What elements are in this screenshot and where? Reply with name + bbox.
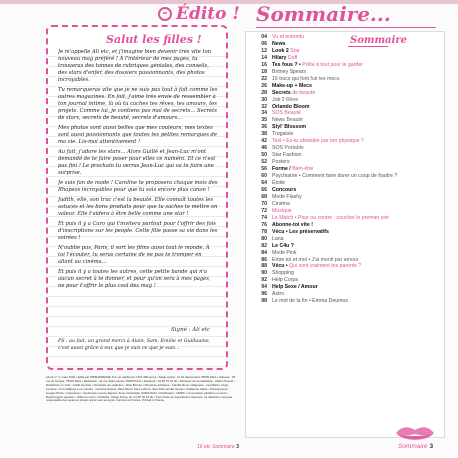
toc-title-sub: Beauté <box>286 117 303 124</box>
toc-item[interactable] <box>250 229 445 236</box>
toc-title <box>272 90 315 97</box>
edito-paragraph: Et puis il y a Caro qui t'invitera partout pour t'offrir des fois d'inscriptions sur les people. Cette fille passe sa vie dans les soirées ! <box>58 221 218 241</box>
toc-item[interactable] <box>250 236 445 243</box>
toc-item[interactable] <box>250 166 445 173</box>
toc-title-main: News <box>272 40 286 47</box>
footer-left-brand: 16 etc <box>197 444 211 450</box>
toc-page-number: 36 <box>261 124 267 131</box>
toc-title <box>272 208 292 215</box>
footer-right-label: Sommaire <box>398 443 428 450</box>
toc-page-number: 22 <box>261 75 267 82</box>
toc-page-number: 84 <box>261 249 267 256</box>
lips-icon <box>394 424 436 444</box>
toc-title-main: Star Fashion <box>272 152 302 159</box>
toc-title <box>272 284 318 291</box>
toc-page-number: 50 <box>261 152 267 159</box>
toc-title <box>272 97 298 104</box>
toc-item[interactable] <box>250 131 445 138</box>
toc-title-main: Mode Flashy <box>272 193 302 200</box>
toc-title-main: Le Match • Pour ou contre : coucher le premier soir <box>272 214 390 221</box>
toc-title <box>272 159 290 166</box>
toc-page-number: 88 <box>261 263 267 270</box>
toc-page-number: 30 <box>261 96 267 103</box>
mini-sommaire-title: Sommaire <box>350 35 407 46</box>
toc-item[interactable] <box>250 83 445 90</box>
toc-page-number: 34 <box>261 110 267 117</box>
toc-title <box>272 243 294 250</box>
toc-title <box>272 41 286 48</box>
toc-title-main: Musique <box>272 207 292 214</box>
toc-title-sub: Rêve <box>286 96 299 103</box>
toc-title <box>272 215 389 222</box>
toc-item[interactable] <box>250 222 445 229</box>
toc-page-number: 72 <box>261 207 267 214</box>
toc-page-number: 42 <box>261 138 267 145</box>
footer-left-label: Sommaire <box>212 444 235 450</box>
toc-title <box>272 76 340 83</box>
toc-title-main: Posters <box>272 159 290 166</box>
toc-title-main: Étoile <box>272 180 285 187</box>
toc-title-main: Help Sexe / Amour <box>272 284 318 291</box>
toc-page-number: 86 <box>261 256 267 263</box>
toc-item[interactable] <box>250 138 445 145</box>
toc-item[interactable] <box>250 284 445 291</box>
toc-page-number: 18 <box>261 68 267 75</box>
credits-masthead: Ali etc n° 1, mars 2004 • Édité par PRIMAPRESSE S.A. au capital de 1 524 490 euros • Siège social : 21 bd Haussmann 75009 Paris • Adresse : 33 rue du Temple, 75004 Paris • Rédaction : 31 rue Saint-Lazare 75009 Paris • Standard : 01 48 76 04 00 • Directeur de la publication : Martin Pascal • Rédactrice en chef : Judith Gervais • Secrétaire de rédaction : Alice Bonnet • Directrice artistique : Camille Roux • Maquette : Léa Martin, Hugo Lemaire • Ont collaboré à ce numéro : Caroline Dupuis, Paris Morin, Caro Lefèvre, Sam Petit, Emilie Garnier, Guillaume Fabre • Photogravure : Images Photo • Impression : Imprimerie Léonce Deprez, Zone industrielle, 62620 Ruitz • Distribution : NMPP • Commission paritaire en cours • Dépôt légal à parution • ISSN en cours • Publicité : Régie Prima, tél. 01 56 78 12 00 • Tous droits de reproduction réservés. La rédaction n'est pas responsable des textes et photos qui lui sont envoyés. Imprimé en France. Printed in France. <box>46 376 236 403</box>
toc-item[interactable] <box>250 277 445 284</box>
toc-page-number: 68 <box>261 193 267 200</box>
toc-page-number: 12 <box>261 47 267 54</box>
edito-paragraph: Au fait, j'adore les stars... Alors Guillé et Jean-Luc m'ont demandé de te faire poser pour elles ce numéro. Et ce n'est pas fini ! Le prochain tu verras Jean-Luc qui va te faire une surprise. <box>58 149 216 176</box>
postscript: PS : au fait, un grand merci à Alain, Sam, Emilie et Guillaume, c'est aussi grâce à eux que je suis ce que je suis... <box>58 339 211 351</box>
toc-page-number: 38 <box>261 131 267 138</box>
toc-title-sub: de beauté <box>292 89 316 96</box>
toc-page-number: 96 <box>261 291 267 298</box>
toc-title <box>272 166 313 173</box>
toc-title-main: Make-up + Mecs <box>272 82 312 89</box>
toc-title-main: Britney Spears <box>272 68 307 75</box>
toc-item[interactable] <box>250 97 445 104</box>
toc-title-sub: Star <box>290 47 300 54</box>
toc-title-main: SOS <box>272 145 283 152</box>
toc-title <box>272 173 397 180</box>
toc-title <box>272 34 304 41</box>
toc-item[interactable] <box>250 187 445 194</box>
note-heading: Salut les filles ! <box>106 33 202 46</box>
toc-item[interactable] <box>250 159 445 166</box>
edito-body <box>58 49 218 359</box>
toc-item[interactable] <box>250 243 445 250</box>
toc-title <box>272 117 303 124</box>
toc-page-number: 92 <box>261 277 267 284</box>
toc-item[interactable] <box>250 201 445 208</box>
toc-item[interactable] <box>250 55 445 62</box>
table-of-contents <box>245 31 445 438</box>
toc-page-number: 32 <box>261 103 267 110</box>
toc-item[interactable] <box>250 215 445 222</box>
toc-title-main: Le C4u ? <box>272 242 294 249</box>
edito-paragraph: Judith, elle, son truc c'est la beauté. Elle connaît toutes les astuces et les bons produits pour que tu saches te mettre en valeur. Elle t'aidera à être belle comme une star ! <box>58 197 218 217</box>
toc-list <box>250 34 445 305</box>
toc-title-main: Vécu • <box>272 263 288 270</box>
toc-title-main: SOS <box>272 110 283 117</box>
sommaire-rule <box>256 27 436 28</box>
toc-title-sub: Qui sont vraiment tes parents ? <box>289 263 362 270</box>
toc-title <box>272 222 313 229</box>
toc-page-number: 04 <box>261 34 267 40</box>
toc-title-main: Help Corps <box>272 277 298 284</box>
toc-title <box>272 263 361 270</box>
toc-title <box>272 55 297 62</box>
toc-title <box>272 62 363 69</box>
toc-title-sub: fuir les mecs <box>310 75 340 82</box>
toc-title <box>272 277 298 284</box>
toc-page-number: 35 <box>261 117 267 124</box>
toc-title <box>272 270 294 277</box>
edito-paragraph: Et puis il y a toutes les autres, cette petite bande qui n'a aucun secret à te donner, et pour qu'on sera à mes pages, ne pour t'offrir le plus cool des mag ! <box>58 269 211 289</box>
toc-page-number: 94 <box>261 284 267 291</box>
toc-item[interactable] <box>250 34 445 41</box>
edito-paragraph: Mes photos sont aussi belles que mes couleurs, mes textes sont aussi passionnants que toutes tes petites remarques de ma vie. Lis-moi attentivement ! <box>58 125 217 145</box>
toc-page-number: 60 <box>261 173 267 180</box>
toc-title <box>272 236 284 243</box>
toc-item[interactable] <box>250 180 445 187</box>
toc-page-number: 90 <box>261 270 267 277</box>
toc-title-main: Psychiatrie • Comment faire durer un coup de foudre ? <box>272 173 398 180</box>
edito-paragraph: Je suis fan de mode ! Caroline te proposera chaque mois des Rhapsos incroyables pour que tu sois encore plus canon ! <box>58 180 218 193</box>
toc-item[interactable] <box>250 117 445 124</box>
toc-page-number: 82 <box>261 242 267 249</box>
toc-title-main: Trogalule <box>272 131 294 138</box>
toc-item[interactable] <box>250 124 445 131</box>
toc-title-main: News <box>272 117 285 124</box>
toc-title <box>272 131 293 138</box>
toc-title <box>272 145 304 152</box>
toc-title <box>272 110 301 117</box>
toc-page-number: 98 <box>261 298 267 305</box>
toc-item[interactable] <box>250 62 445 69</box>
toc-title <box>272 48 300 55</box>
toc-title <box>272 291 284 298</box>
toc-title-main: Astro <box>272 291 285 298</box>
toc-title-main: Hilary <box>272 54 287 61</box>
footer-right-page: 3 <box>429 443 434 450</box>
toc-title-sub: Beauté <box>284 110 301 117</box>
toc-title-main: Test • Es-tu obsédée par ton <box>272 138 338 145</box>
toc-title-main: Entre toi et moi • <box>272 256 311 263</box>
toc-title-main: Forme / <box>272 166 291 173</box>
toc-title-main: Look 2 <box>272 47 289 54</box>
toc-page-number: 14 <box>261 54 267 61</box>
toc-item[interactable] <box>250 270 445 277</box>
toc-page-number: 74 <box>261 214 267 221</box>
toc-item[interactable] <box>250 104 445 111</box>
toc-page-number: 46 <box>261 145 267 152</box>
toc-page-number: 26 <box>261 82 267 89</box>
toc-page-number: 78 <box>261 228 267 235</box>
toc-title <box>272 298 348 305</box>
toc-page-number: 70 <box>261 200 267 207</box>
toc-title-main: Le mot de la fin • Emma Deumos <box>272 298 348 305</box>
edito-paragraph: Tu remarqueras vite que je ne suis pas tout à fait comme les autres magazines. En fait, j'aime très envie de ressembler à ton journal intime, là où tu caches tes rêves, tes amours, tes projets. Comme lui, je contiens pas mal de secrets... Secrets de stars, secrets de beauté, secrets d'amours... <box>58 87 218 121</box>
toc-item[interactable] <box>250 110 445 117</box>
toc-title-sub: J'ai menti par amour <box>311 256 359 263</box>
toc-title <box>272 187 296 194</box>
toc-title-main: Cinéma <box>272 200 290 207</box>
toc-title-main: Lana <box>272 235 284 242</box>
toc-item[interactable] <box>250 76 445 83</box>
toc-title-sub: physique ? <box>338 138 364 145</box>
toc-page-number: 52 <box>261 159 267 166</box>
edito-paragraph: Je m'appelle Ali etc, et j'imagine bien devenir très vite ton nouveau mag préféré ! À l'intérieur de mes pages, tu trouveras des tonnes de rubriques géniales, des conseils, des stars d'enfer, des dossiers passionnants, des photos incroyables. <box>58 49 212 83</box>
toc-title-main: Job 2 <box>272 96 285 103</box>
toc-item[interactable] <box>250 152 445 159</box>
toc-title-main: Shopping <box>272 270 294 277</box>
toc-title-sub: Prête à tout pour le garder <box>302 61 363 68</box>
toc-item[interactable] <box>250 69 445 76</box>
edito-paragraph: N'oublie pas, Paris, il sort les films aussi tout le monde. À toi l'écouter, tu seras certaine de ne pas te tromper en allant au cinéma... <box>58 245 210 265</box>
toc-page-number: 64 <box>261 180 267 187</box>
toc-title <box>272 124 306 131</box>
toc-title-main: Vécu • Les préservatifs <box>272 228 329 235</box>
toc-title-sub: Portable <box>284 145 304 152</box>
toc-title <box>272 229 329 236</box>
toc-item[interactable] <box>250 145 445 152</box>
toc-title-sub: Bien-être <box>292 166 314 173</box>
toc-title <box>272 138 364 145</box>
toc-item[interactable] <box>250 173 445 180</box>
toc-title-main: Orlando Bloom <box>272 103 310 110</box>
footer-left <box>197 444 239 450</box>
edito-note-card <box>46 25 228 370</box>
edito-title: Édito ! <box>176 4 240 24</box>
toc-item[interactable] <box>250 257 445 264</box>
toc-title <box>272 152 301 159</box>
toc-title <box>272 257 358 264</box>
toc-title-main: Mode Pink <box>272 249 297 256</box>
toc-item[interactable] <box>250 208 445 215</box>
smiley-icon <box>158 7 172 21</box>
toc-page-number: 66 <box>261 186 267 193</box>
toc-item[interactable] <box>250 194 445 201</box>
toc-page-number: 16 <box>261 61 267 68</box>
toc-title-main: Styl' Blossom <box>272 124 307 131</box>
footer-left-page: 3 <box>236 444 239 450</box>
toc-page-number: 80 <box>261 235 267 242</box>
toc-title <box>272 180 285 187</box>
toc-title-main: Abonne-toi vite ! <box>272 221 313 228</box>
toc-page-number: 56 <box>261 166 267 173</box>
toc-item[interactable] <box>250 263 445 270</box>
sommaire-title: Sommaire... <box>256 2 391 26</box>
toc-item[interactable] <box>250 48 445 55</box>
toc-title <box>272 104 309 111</box>
mini-sommaire-rule <box>348 46 388 47</box>
toc-title <box>272 201 290 208</box>
toc-title-main: Secrets <box>272 89 291 96</box>
signature: Signé : Ali etc <box>171 327 210 333</box>
toc-item[interactable] <box>250 291 445 298</box>
toc-item[interactable] <box>250 298 445 305</box>
toc-title-main: 16 trucs qui font <box>272 75 309 82</box>
footer-right <box>398 443 433 450</box>
toc-title-main: Tes fous ? • <box>272 61 301 68</box>
toc-item[interactable] <box>250 90 445 97</box>
toc-title <box>272 69 306 76</box>
toc-title-sub: Duff <box>287 54 298 61</box>
toc-item[interactable] <box>250 250 445 257</box>
toc-page-number: 06 <box>261 40 267 47</box>
toc-title-main: Vu et entendu <box>272 34 305 40</box>
toc-title <box>272 250 297 257</box>
toc-page-number: 76 <box>261 221 267 228</box>
toc-title <box>272 83 312 90</box>
toc-title-main: Concours <box>272 186 297 193</box>
toc-page-number: 28 <box>261 89 267 96</box>
toc-title <box>272 194 302 201</box>
